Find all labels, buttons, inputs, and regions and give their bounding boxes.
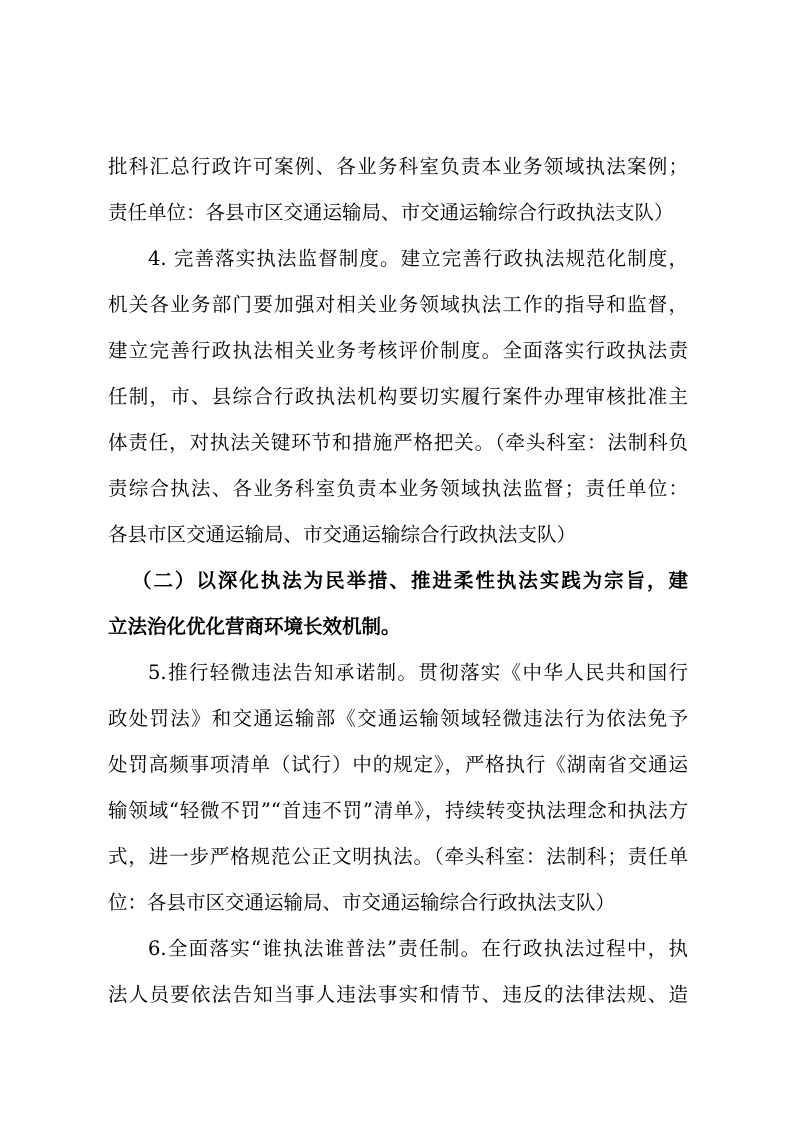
body-text-line: 体责任，对执法关键环节和措施严格把关。（牵头科室：法制科负	[108, 431, 688, 454]
body-text-line: 5.推行轻微违法告知承诺制。贯彻落实《中华人民共和国行	[148, 661, 688, 684]
body-text-line: 批科汇总行政许可案例、各业务科室负责本业务领域执法案例；	[108, 155, 688, 178]
body-text-line: 式，进一步严格规范公正文明执法。（牵头科室：法制科；责任单	[108, 845, 688, 868]
section-heading-line: 立法治化优化营商环境长效机制。	[108, 615, 401, 638]
body-text-line: 机关各业务部门要加强对相关业务领域执法工作的指导和监督，	[108, 293, 688, 316]
body-text-line: 政处罚法》和交通运输部《交通运输领域轻微违法行为依法免予	[108, 707, 688, 730]
body-text-line: 任制，市、县综合行政执法机构要切实履行案件办理审核批准主	[108, 385, 688, 408]
section-heading-line: （二）以深化执法为民举措、推进柔性执法实践为宗旨，建	[132, 569, 688, 592]
body-text-line: 法人员要依法告知当事人违法事实和情节、违反的法律法规、造	[108, 983, 688, 1006]
body-text-line: 建立完善行政执法相关业务考核评价制度。全面落实行政执法责	[108, 339, 688, 362]
body-text-line: 责综合执法、各业务科室负责本业务领域执法监督；责任单位：	[108, 477, 688, 500]
body-text-line: 4. 完善落实执法监督制度。建立完善行政执法规范化制度，	[148, 247, 688, 270]
body-text-line: 各县市区交通运输局、市交通运输综合行政执法支队）	[108, 523, 577, 546]
body-text-line: 输领域“轻微不罚”“首违不罚”清单》，持续转变执法理念和执法方	[108, 799, 688, 822]
body-text-line: 处罚高频事项清单（试行）中的规定》，严格执行《湖南省交通运	[108, 753, 688, 776]
body-text-line: 6.全面落实“谁执法谁普法”责任制。在行政执法过程中，执	[148, 937, 688, 960]
body-text-line: 责任单位：各县市区交通运输局、市交通运输综合行政执法支队）	[108, 201, 674, 224]
body-text-line: 位：各县市区交通运输局、市交通运输综合行政执法支队）	[108, 891, 616, 914]
